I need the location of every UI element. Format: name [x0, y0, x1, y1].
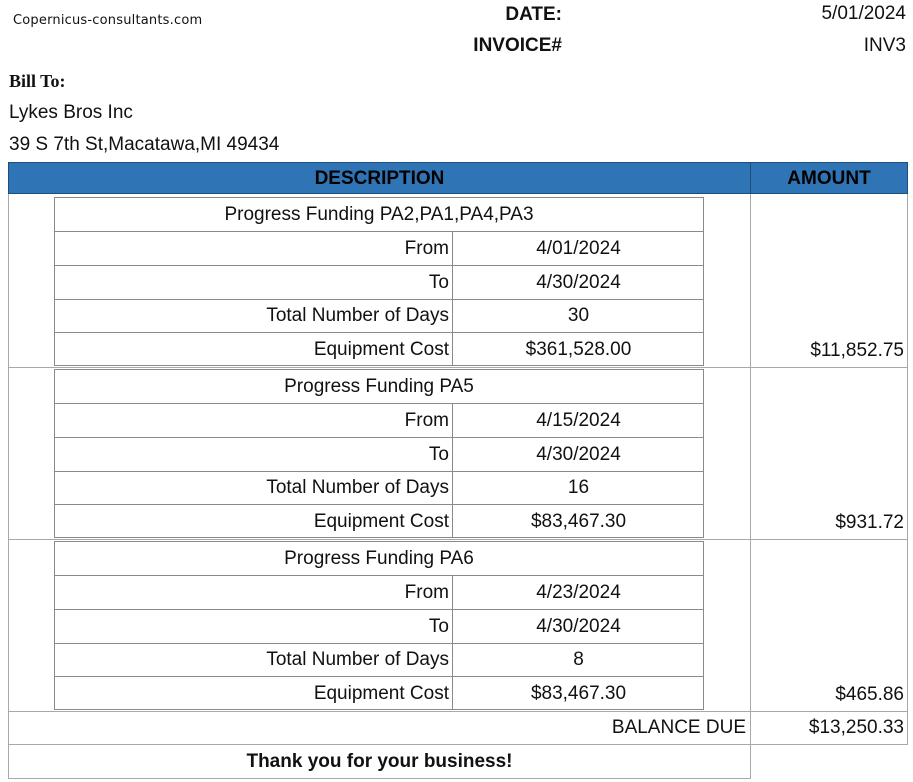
days-value: 16 — [567, 477, 590, 498]
cost-row — [55, 677, 703, 711]
days-row — [55, 299, 703, 333]
date-label: DATE: — [505, 4, 562, 25]
from-value: 4/23/2024 — [536, 582, 621, 603]
days-row — [55, 471, 703, 505]
line-item-3 — [54, 541, 704, 710]
line-item-1 — [54, 197, 704, 366]
to-row — [55, 266, 703, 300]
bill-to-label: Bill To: — [9, 71, 66, 91]
from-label: From — [55, 404, 453, 437]
item-title: Progress Funding PA2,PA1,PA4,PA3 — [55, 198, 703, 232]
from-label: From — [55, 576, 453, 609]
cost-label: Equipment Cost — [55, 333, 453, 366]
cost-row — [55, 505, 703, 539]
invoice-value: INV3 — [863, 35, 906, 56]
to-row — [55, 610, 703, 644]
item-title: Progress Funding PA6 — [55, 542, 703, 576]
days-label: Total Number of Days — [55, 471, 453, 504]
bill-to-name: Lykes Bros Inc — [9, 102, 133, 123]
cost-label: Equipment Cost — [55, 505, 453, 538]
date-value: 5/01/2024 — [821, 3, 906, 24]
balance-due-label: BALANCE DUE — [611, 717, 746, 738]
invoice-label: INVOICE# — [473, 35, 562, 56]
item-title: Progress Funding PA5 — [55, 370, 703, 404]
thank-you-note: Thank you for your business! — [246, 751, 513, 772]
cost-row — [55, 333, 703, 367]
from-value: 4/01/2024 — [536, 238, 621, 259]
from-row — [55, 404, 703, 438]
cost-label: Equipment Cost — [55, 677, 453, 710]
item-amount: $465.86 — [835, 684, 904, 705]
cost-value: $83,467.30 — [530, 511, 627, 532]
item-amount: $931.72 — [835, 512, 904, 533]
from-row — [55, 576, 703, 610]
bill-to-address: 39 S 7th St,Macatawa,MI 49434 — [9, 134, 280, 155]
company-website: Copernicus-consultants.com — [13, 13, 203, 28]
to-value: 4/30/2024 — [536, 272, 621, 293]
days-label: Total Number of Days — [55, 643, 453, 676]
from-value: 4/15/2024 — [536, 410, 621, 431]
description-header: DESCRIPTION — [314, 168, 445, 189]
to-value: 4/30/2024 — [536, 616, 621, 637]
table-header — [8, 162, 908, 194]
to-label: To — [55, 266, 453, 299]
days-row — [55, 643, 703, 677]
to-label: To — [55, 610, 453, 643]
amount-header: AMOUNT — [787, 168, 871, 189]
cost-value: $83,467.30 — [530, 683, 627, 704]
days-value: 30 — [567, 305, 590, 326]
to-row — [55, 438, 703, 472]
line-item-2 — [54, 369, 704, 538]
to-label: To — [55, 438, 453, 471]
days-value: 8 — [573, 649, 584, 670]
to-value: 4/30/2024 — [536, 444, 621, 465]
cost-value: $361,528.00 — [525, 339, 632, 360]
balance-due-amount: $13,250.33 — [808, 717, 904, 738]
item-amount: $11,852.75 — [810, 340, 904, 361]
days-label: Total Number of Days — [55, 299, 453, 332]
from-row — [55, 232, 703, 266]
from-label: From — [55, 232, 453, 265]
